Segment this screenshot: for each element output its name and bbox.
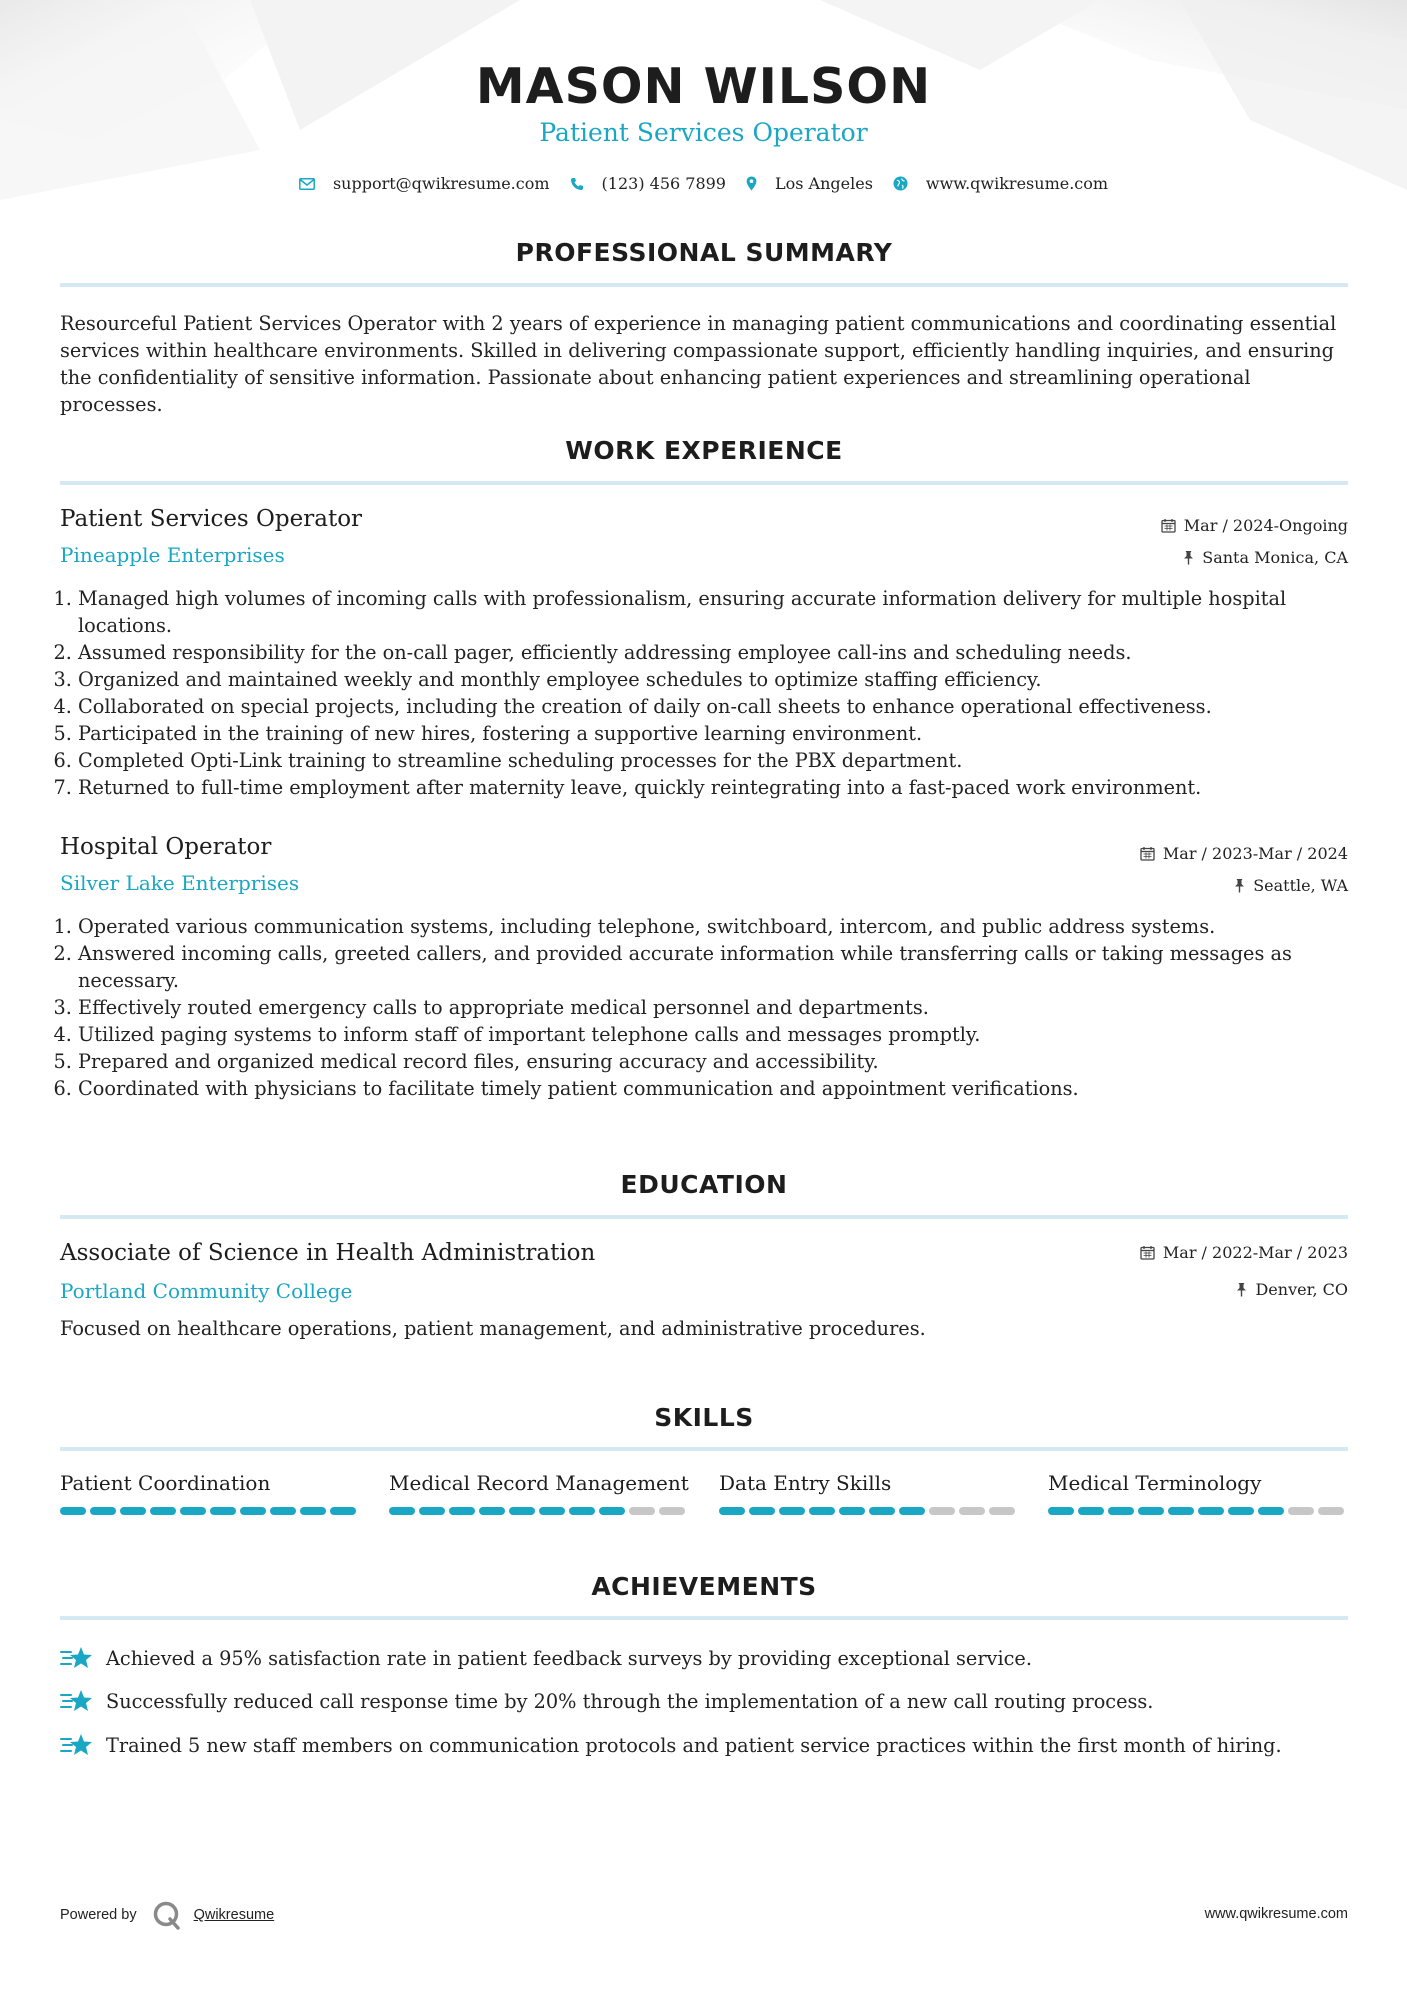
candidate-name: MASON WILSON: [475, 58, 932, 115]
summary-heading: PROFESSIONAL SUMMARY: [515, 238, 893, 267]
job-location-text: Seattle, WA: [1253, 876, 1348, 895]
degree-title: Associate of Science in Health Administration: [60, 1240, 596, 1266]
job-bullets: [60, 913, 1368, 1102]
company-name: Pineapple Enterprises: [60, 543, 285, 567]
education-dates: [1140, 1243, 1348, 1262]
job-dates: [1140, 844, 1348, 863]
achievement-text: Achieved a 95% satisfaction rate in patient feedback surveys by providing exceptional service.: [106, 1646, 1032, 1670]
skill-level-segment: [330, 1507, 356, 1515]
education-location-text: Denver, CO: [1255, 1280, 1348, 1299]
achievement-item: [60, 1732, 1282, 1758]
skill-level-segment: [300, 1507, 326, 1515]
phone-text: (123) 456 7899: [601, 174, 726, 193]
job-location: [1234, 876, 1348, 895]
skill-name: Medical Terminology: [1048, 1471, 1262, 1495]
skill-level-segment: [569, 1507, 595, 1515]
calendar-icon: [1140, 1245, 1155, 1260]
school-name: Portland Community College: [60, 1279, 353, 1303]
job-dates-text: Mar / 2024-Ongoing: [1183, 516, 1348, 535]
skill-level-segment: [1258, 1507, 1284, 1515]
list-item: 3. Effectively routed emergency calls to appropriate medical personnel and departments.: [78, 994, 1368, 1021]
skill-level-segment: [240, 1507, 266, 1515]
skill-level-segment: [180, 1507, 206, 1515]
contact-phone[interactable]: [570, 174, 726, 193]
skill-level-segment: [1138, 1507, 1164, 1515]
skill-level-segment: [270, 1507, 296, 1515]
website-text: www.qwikresume.com: [925, 174, 1109, 193]
achievement-item: [60, 1645, 1032, 1671]
list-item: 4. Collaborated on special projects, including the creation of daily on-call sheets to enhance operational effectiveness.: [78, 693, 1368, 720]
skill-level-segment: [659, 1507, 685, 1515]
calendar-icon: [1140, 846, 1155, 861]
skill-level-segment: [749, 1507, 775, 1515]
map-pin-icon: [746, 176, 757, 191]
skill-level-segment: [1318, 1507, 1344, 1515]
skill-level-bar: [1048, 1507, 1348, 1515]
skill-level-segment: [779, 1507, 805, 1515]
achievement-text: Trained 5 new staff members on communication protocols and patient service practices within the first month of hiring.: [106, 1733, 1282, 1757]
skill-level-segment: [449, 1507, 475, 1515]
skill-level-segment: [479, 1507, 505, 1515]
skill-name: Medical Record Management: [389, 1471, 689, 1495]
location-text: Los Angeles: [774, 174, 873, 193]
skill-level-segment: [1168, 1507, 1194, 1515]
list-item: 2. Assumed responsibility for the on-call pager, efficiently addressing employee call-ins and scheduling needs.: [78, 639, 1368, 666]
skill-level-segment: [60, 1507, 86, 1515]
skill-item: [389, 1471, 689, 1515]
skill-level-segment: [989, 1507, 1015, 1515]
calendar-icon: [1161, 518, 1176, 533]
skill-level-segment: [1228, 1507, 1254, 1515]
qwikresume-logo-icon: [152, 1900, 182, 1930]
skill-level-segment: [959, 1507, 985, 1515]
skill-level-bar: [60, 1507, 360, 1515]
education-location: [1236, 1280, 1348, 1299]
list-item: 5. Participated in the training of new hires, fostering a supportive learning environment.: [78, 720, 1368, 747]
phone-icon: [570, 177, 584, 191]
list-item: 7. Returned to full-time employment after maternity leave, quickly reintegrating into a fast-paced work environment.: [78, 774, 1368, 801]
list-item: 5. Prepared and organized medical record files, ensuring accuracy and accessibility.: [78, 1048, 1368, 1075]
skill-level-segment: [809, 1507, 835, 1515]
skill-level-segment: [539, 1507, 565, 1515]
list-item: 2. Answered incoming calls, greeted callers, and provided accurate information while transferring calls or taking messages as necessary.: [78, 940, 1368, 994]
skill-level-segment: [929, 1507, 955, 1515]
summary-divider: [60, 283, 1348, 287]
education-heading: EDUCATION: [620, 1170, 788, 1199]
candidate-title: Patient Services Operator: [539, 118, 868, 147]
qwikresume-link[interactable]: Qwikresume: [193, 1907, 275, 1923]
envelope-icon: [299, 178, 315, 190]
education-divider: [60, 1215, 1348, 1219]
pushpin-icon: [1183, 550, 1194, 565]
globe-icon: [893, 176, 908, 191]
email-text: support@qwikresume.com: [332, 174, 550, 193]
skill-level-segment: [120, 1507, 146, 1515]
achievements-divider: [60, 1616, 1348, 1620]
skill-level-bar: [719, 1507, 1019, 1515]
job-title: Hospital Operator: [60, 834, 272, 860]
star-icon: [60, 1732, 94, 1758]
list-item: 6. Coordinated with physicians to facilitate timely patient communication and appointment verifications.: [78, 1075, 1368, 1102]
skill-level-bar: [389, 1507, 689, 1515]
skill-level-segment: [1198, 1507, 1224, 1515]
footer-powered-by: [60, 1900, 274, 1930]
list-item: 3. Organized and maintained weekly and monthly employee schedules to optimize staffing efficiency.: [78, 666, 1368, 693]
skill-level-segment: [599, 1507, 625, 1515]
job-bullets: [60, 585, 1368, 801]
star-icon: [60, 1688, 94, 1714]
skill-level-segment: [839, 1507, 865, 1515]
skill-level-segment: [869, 1507, 895, 1515]
skills-heading: SKILLS: [654, 1403, 754, 1432]
skill-item: [60, 1471, 360, 1515]
list-item: 1. Managed high volumes of incoming calls with professionalism, ensuring accurate information delivery for multiple hospital locations.: [78, 585, 1368, 639]
contact-location: [746, 174, 873, 193]
job-dates: [1161, 516, 1348, 535]
list-item: 6. Completed Opti-Link training to streamline scheduling processes for the PBX department.: [78, 747, 1368, 774]
job-location: [1183, 548, 1348, 567]
skill-level-segment: [629, 1507, 655, 1515]
skill-level-segment: [1288, 1507, 1314, 1515]
star-icon: [60, 1645, 94, 1671]
skill-item: [719, 1471, 1019, 1515]
skill-level-segment: [1078, 1507, 1104, 1515]
education-description: Focused on healthcare operations, patient management, and administrative procedures.: [60, 1317, 926, 1340]
achievement-text: Successfully reduced call response time by 20% through the implementation of a new call routing process.: [106, 1689, 1154, 1713]
summary-text: Resourceful Patient Services Operator with 2 years of experience in managing patient communications and coordinating essential services within healthcare environments. Skilled in delivering compassionate support, efficiently handling inquiries, and ensuring the confidentiality of sensitive information. Passionate about enhancing patient experiences and streamlining operational processes.: [60, 312, 1337, 416]
skill-level-segment: [719, 1507, 745, 1515]
skill-level-segment: [899, 1507, 925, 1515]
company-name: Silver Lake Enterprises: [60, 871, 300, 895]
achievements-heading: ACHIEVEMENTS: [591, 1572, 817, 1601]
contact-bar: [0, 174, 1407, 193]
job-location-text: Santa Monica, CA: [1202, 548, 1348, 567]
footer-website[interactable]: www.qwikresume.com: [1204, 1906, 1348, 1922]
skills-divider: [60, 1447, 1348, 1451]
achievement-item: [60, 1688, 1153, 1714]
education-dates-text: Mar / 2022-Mar / 2023: [1162, 1243, 1348, 1262]
contact-email[interactable]: [299, 174, 550, 193]
skill-item: [1048, 1471, 1348, 1515]
skill-level-segment: [1108, 1507, 1134, 1515]
pushpin-icon: [1236, 1282, 1247, 1297]
skill-level-segment: [419, 1507, 445, 1515]
powered-by-label: Powered by: [60, 1907, 137, 1923]
job-title: Patient Services Operator: [60, 506, 363, 532]
skill-level-segment: [150, 1507, 176, 1515]
pushpin-icon: [1234, 878, 1245, 893]
job-dates-text: Mar / 2023-Mar / 2024: [1162, 844, 1348, 863]
contact-website[interactable]: [893, 174, 1108, 193]
skill-level-segment: [1048, 1507, 1074, 1515]
skill-level-segment: [389, 1507, 415, 1515]
skill-level-segment: [90, 1507, 116, 1515]
skill-level-segment: [509, 1507, 535, 1515]
skill-name: Data Entry Skills: [719, 1471, 892, 1495]
skill-name: Patient Coordination: [60, 1471, 271, 1495]
skill-level-segment: [210, 1507, 236, 1515]
work-heading: WORK EXPERIENCE: [565, 436, 843, 465]
list-item: 1. Operated various communication systems, including telephone, switchboard, intercom, and public address systems.: [78, 913, 1368, 940]
list-item: 4. Utilized paging systems to inform staff of important telephone calls and messages promptly.: [78, 1021, 1368, 1048]
work-divider: [60, 481, 1348, 485]
